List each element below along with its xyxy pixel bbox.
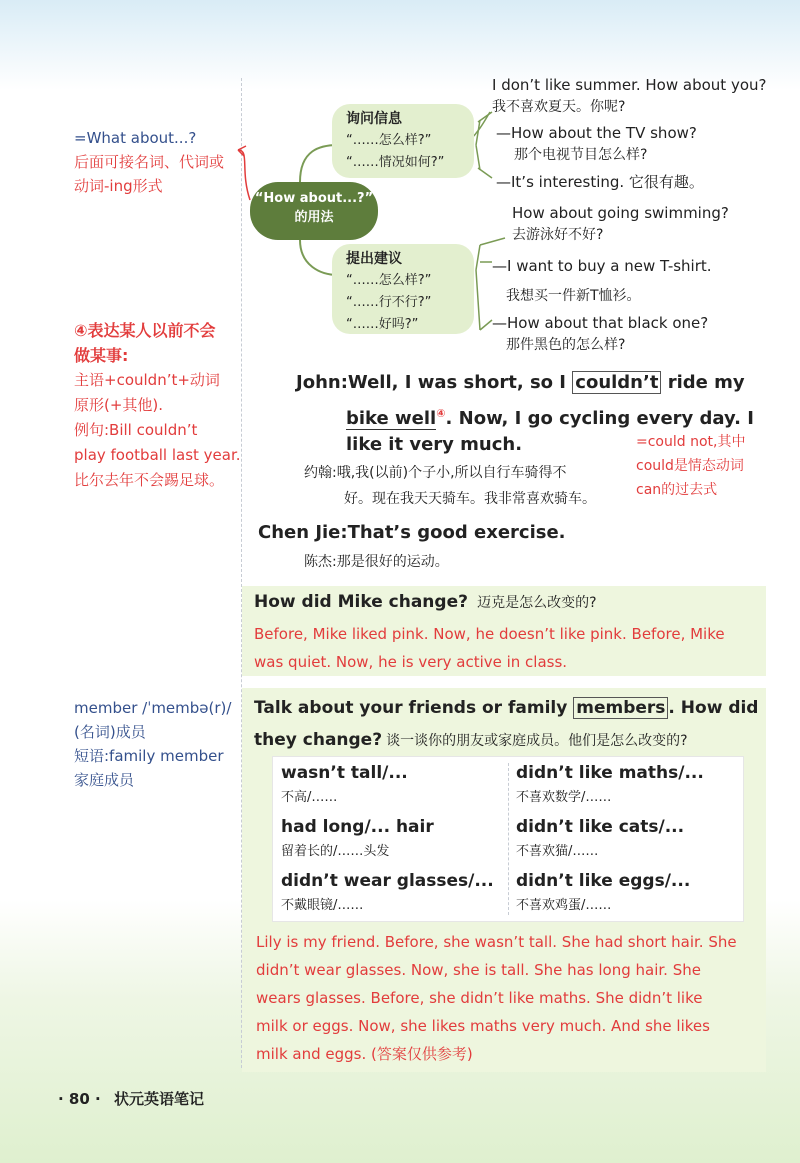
chen-line: Chen Jie:That’s good exercise.: [258, 522, 566, 543]
page-number: · 80 ·: [58, 1090, 101, 1108]
note-what-about: =What about...? 后面可接名词、代词或 动词-ing形式: [74, 129, 225, 195]
note-could-not: =could not,其中 could是情态动词 can的过去式: [636, 434, 746, 498]
q1-block: How did Mike change? 迈克是怎么改变的? Before, Mike liked pink. Now, he doesn’t like pink. Before, Mike was quiet. Now, he is very active in class.: [242, 586, 766, 676]
phrase-cell: didn’t like maths/... 不喜欢数学/……: [516, 763, 704, 805]
chen-translation: 陈杰:那是很好的运动。: [304, 554, 449, 570]
q2-title: Talk about your friends or family members . How did they change? 谈一谈你的朋友或家庭成员。他们是怎么改变的?: [254, 698, 759, 750]
mindmap-center: “How about...?” 的用法: [250, 182, 378, 240]
book-title: 状元英语笔记: [113, 1090, 204, 1108]
phrase-cell: didn’t wear glasses/... 不戴眼镜/……: [281, 871, 494, 913]
phrase-cell: wasn’t tall/... 不高/……: [281, 763, 408, 805]
john-translation: 约翰:哦,我(以前)个子小,所以自行车骑得不 好。现在我天天骑车。我非常喜欢骑车。: [304, 465, 596, 507]
note-couldnt: ④表达某人以前不会 做某事: 主语+couldn’t+动词 原形(+其他). 例句:Bill couldn’t play football last year. 比尔去年不会踢足球。: [74, 321, 241, 489]
dialog-swimming: How about going swimming? 去游泳好不好?: [512, 204, 729, 243]
q2-answer: Lily is my friend. Before, she wasn’t tall. She had short hair. She didn’t wear glasses. Now, she is tall. She has long hair. She wears glasses. Before, she didn’t like maths. She didn’t like milk or eggs. Now, she likes maths very much. And she likes milk and eggs. (答案仅供参考): [256, 933, 737, 1063]
phrase-cell: didn’t like eggs/... 不喜欢鸡蛋/……: [516, 871, 691, 913]
dialog-tshirt: —I want to buy a new T-shirt. 我想买一件新T恤衫。: [492, 257, 712, 304]
dialog-interesting: —It’s interesting. 它很有趣。: [496, 173, 704, 191]
page-footer: [58, 1088, 204, 1109]
dialog-tv-show: —How about the TV show? 那个电视节目怎么样?: [496, 124, 697, 163]
phrase-grid: [272, 756, 744, 922]
note-member: member /ˈmembə(r)/ (名词)成员 短语:family member 家庭成员: [74, 699, 232, 789]
john-line-1: John:Well, I was short, so I couldn’t ride my: [296, 372, 745, 393]
john-line-2: bike well④. Now, I go cycling every day. I: [346, 407, 754, 429]
branch-suggest: 提出建议 “……怎么样?” “……行不行?” “……好吗?”: [332, 244, 474, 334]
phrase-cell: didn’t like cats/... 不喜欢猫/……: [516, 817, 685, 859]
branch-ask-info: 询问信息 “……怎么样?” “……情况如何?”: [332, 104, 474, 178]
mindmap-number: ③: [255, 166, 267, 182]
dialog-black-one: —How about that black one? 那件黑色的怎么样?: [492, 314, 709, 353]
john-line-3: like it very much.: [346, 434, 523, 455]
dialog-summer: I don’t like summer. How about you? 我不喜欢夏天。你呢?: [492, 76, 767, 115]
phrase-cell: had long/... hair 留着长的/……头发: [281, 817, 434, 859]
